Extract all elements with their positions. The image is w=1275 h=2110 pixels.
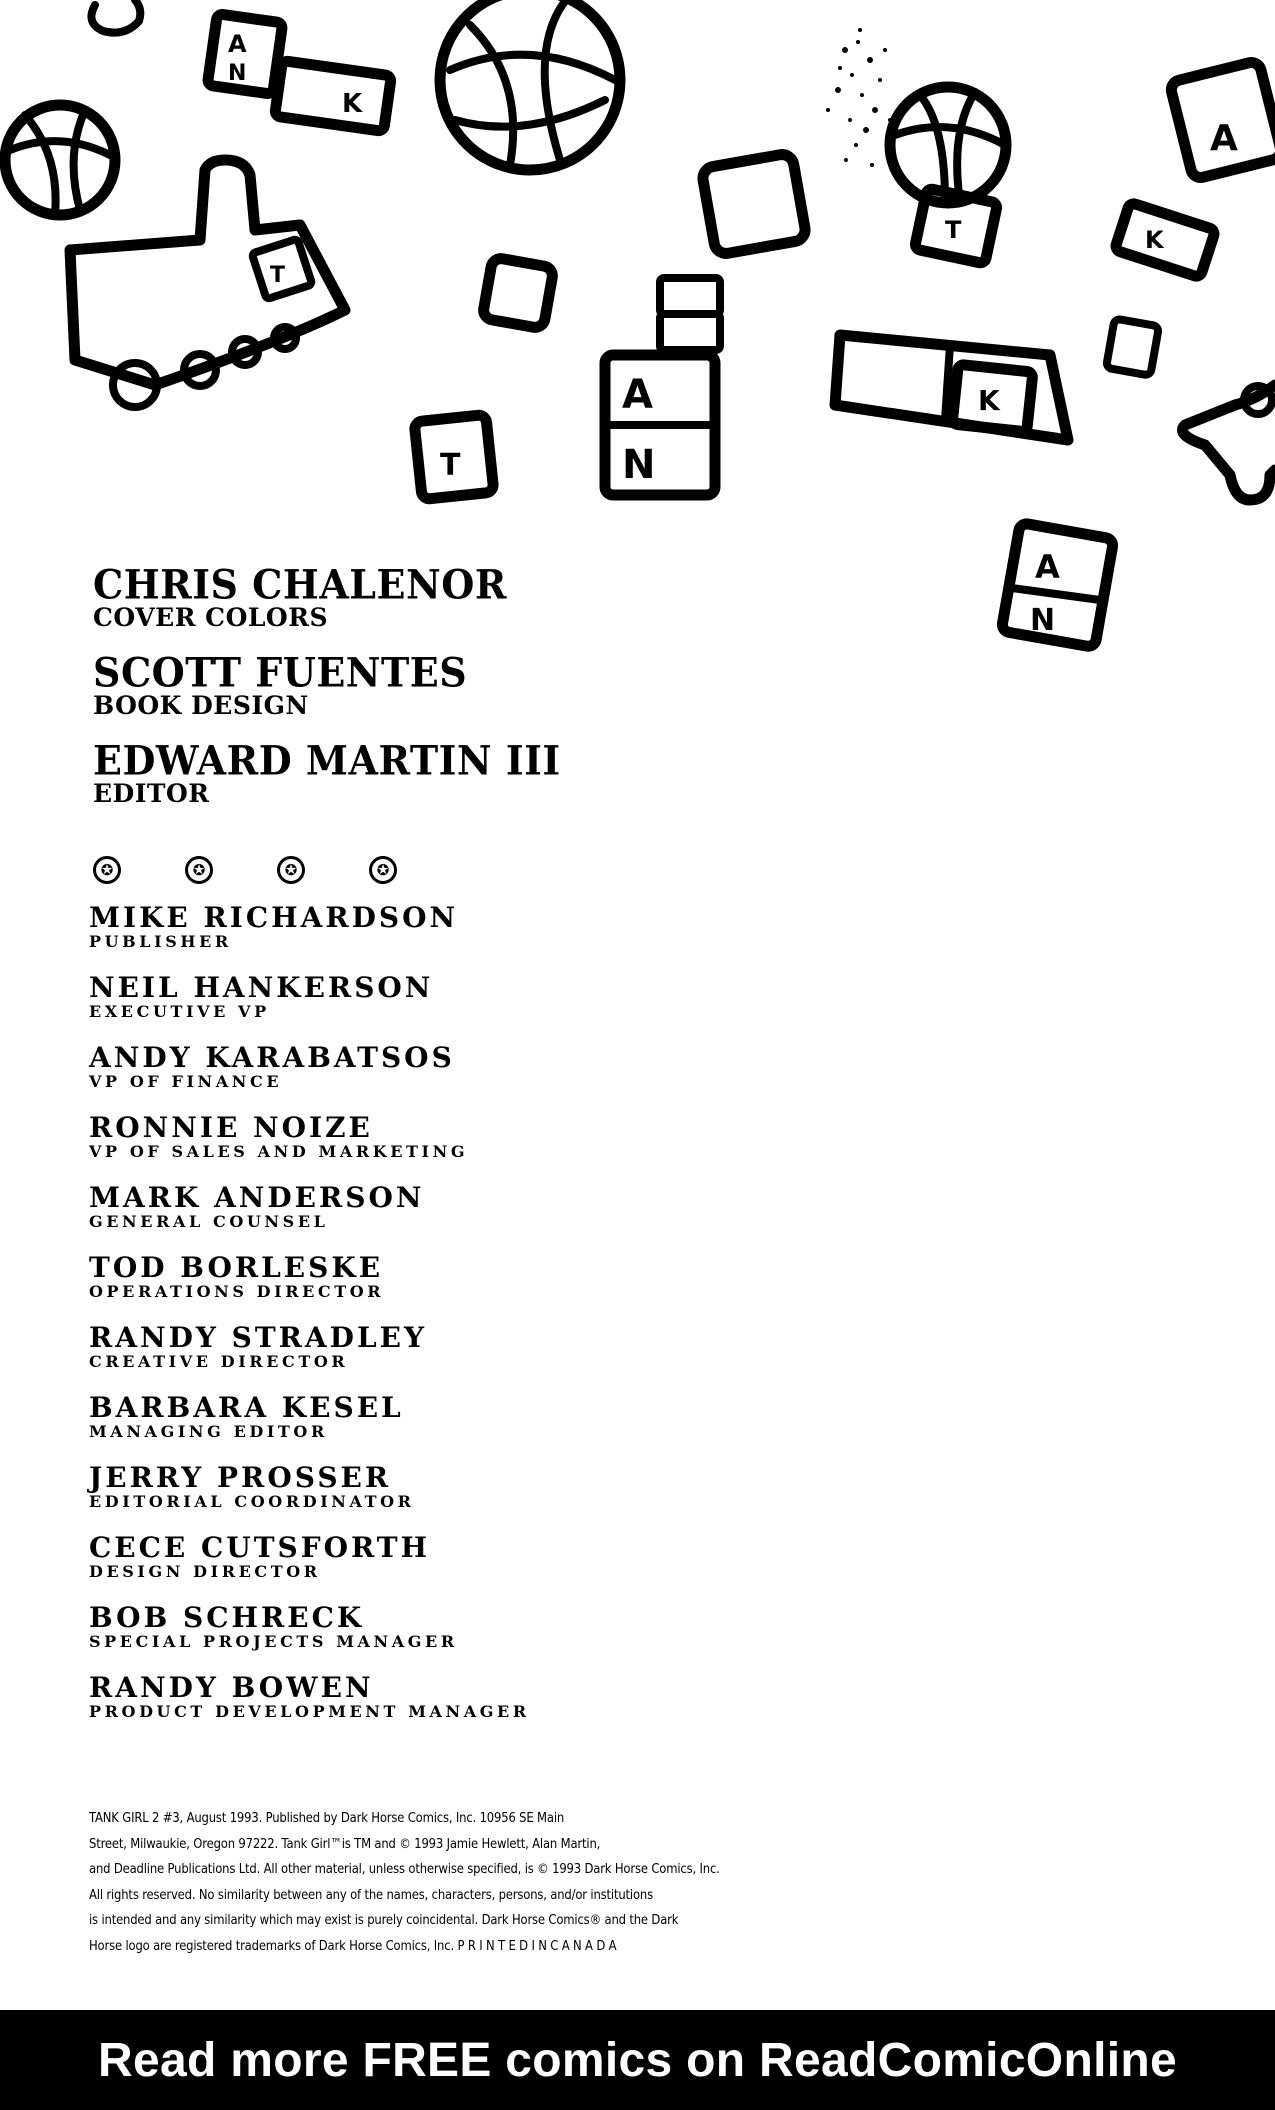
block-doodle-top-right xyxy=(1169,60,1275,179)
block-letter: K xyxy=(1145,226,1164,254)
credit-role: EDITOR xyxy=(93,779,210,808)
block-stack-doodle xyxy=(605,278,720,495)
staff-entry xyxy=(89,1113,889,1183)
legal-line: All rights reserved. No similarity between any of the names, characters, persons, and/or institutions xyxy=(89,1886,653,1903)
star-icon: ✪ xyxy=(93,856,121,884)
staff-role: VP OF FINANCE xyxy=(89,1072,283,1091)
ball-doodle-left xyxy=(5,105,115,215)
block-letter: N xyxy=(1030,603,1056,638)
staff-name: RANDY BOWEN xyxy=(89,1671,374,1704)
staff-name: TOD BORLESKE xyxy=(89,1251,384,1284)
staff-entry xyxy=(89,1603,889,1673)
block-chain-doodle-right xyxy=(835,335,1068,440)
credit-entry xyxy=(93,736,793,808)
staff-role: GENERAL COUNSEL xyxy=(89,1212,329,1231)
smudge-doodle xyxy=(826,28,892,167)
ball-doodle-large xyxy=(440,0,620,170)
star-icon: ✪ xyxy=(369,856,397,884)
train-doodle xyxy=(70,160,345,407)
block-letter: A xyxy=(622,372,653,418)
staff-name: MIKE RICHARDSON xyxy=(89,901,459,934)
block-letter: A xyxy=(1210,118,1238,159)
staff-entry xyxy=(89,1183,889,1253)
block-chain-doodle-top xyxy=(207,14,391,132)
block-letter: K xyxy=(342,89,363,119)
block-doodle-tiny xyxy=(1106,319,1159,376)
staff-entry xyxy=(89,1323,889,1393)
legal-line: Street, Milwaukie, Oregon 97222. Tank Girl™is TM and © 1993 Jamie Hewlett, Alan Martin, xyxy=(89,1835,601,1852)
credits-top xyxy=(93,560,793,828)
staff-role: DESIGN DIRECTOR xyxy=(89,1562,321,1581)
staff-role: PRODUCT DEVELOPMENT MANAGER xyxy=(89,1702,530,1721)
credit-name: EDWARD MARTIN III xyxy=(93,736,561,785)
credit-entry xyxy=(93,648,793,720)
staff-name: RANDY STRADLEY xyxy=(89,1321,427,1354)
legal-line: and Deadline Publications Ltd. All other material, unless otherwise specified, is © 1993 Dark Horse Comics, Inc. xyxy=(89,1861,720,1878)
block-pair-doodle xyxy=(1114,202,1215,277)
staff-name: BOB SCHRECK xyxy=(89,1601,365,1634)
block-doodle-small xyxy=(482,257,554,329)
staff-entry xyxy=(89,1673,889,1743)
staff-name: NEIL HANKERSON xyxy=(89,971,434,1004)
staff-role: MANAGING EDITOR xyxy=(89,1422,328,1441)
staff-role: PUBLISHER xyxy=(89,932,232,951)
staff-role: VP OF SALES AND MARKETING xyxy=(89,1142,469,1161)
staff-role: SPECIAL PROJECTS MANAGER xyxy=(89,1632,458,1651)
staff-name: CECE CUTSFORTH xyxy=(89,1531,431,1564)
credit-role: BOOK DESIGN xyxy=(93,691,309,720)
staff-role: CREATIVE DIRECTOR xyxy=(89,1352,349,1371)
block-doodle xyxy=(701,153,807,256)
block-doodle-t xyxy=(414,414,494,499)
promo-banner-text[interactable]: Read more FREE comics on ReadComicOnline xyxy=(98,2033,1177,2087)
staff-entry xyxy=(89,1253,889,1323)
small-loop-doodle xyxy=(91,0,140,33)
staff-name: BARBARA KESEL xyxy=(89,1391,404,1424)
staff-role: EXECUTIVE VP xyxy=(89,1002,270,1021)
staff-name: MARK ANDERSON xyxy=(89,1181,425,1214)
block-letter: A xyxy=(228,30,247,58)
train-fragment-doodle xyxy=(1183,385,1275,500)
staff-name: JERRY PROSSER xyxy=(89,1461,392,1494)
legal-notice xyxy=(89,1806,720,1960)
block-letter: T xyxy=(945,216,962,244)
staff-name: RONNIE NOIZE xyxy=(89,1111,373,1144)
credit-entry xyxy=(93,560,793,632)
credit-role: COVER COLORS xyxy=(93,603,329,632)
legal-line: TANK GIRL 2 #3, August 1993. Published by Dark Horse Comics, Inc. 10956 SE Main xyxy=(89,1810,565,1826)
block-letter: N xyxy=(228,61,247,86)
promo-banner[interactable] xyxy=(0,2010,1275,2110)
star-separator xyxy=(93,856,397,884)
block-letter: T xyxy=(440,448,461,483)
block-letter: N xyxy=(622,442,656,488)
star-icon: ✪ xyxy=(185,856,213,884)
staff-name: ANDY KARABATSOS xyxy=(89,1041,455,1074)
legal-line: is intended and any similarity which may exist is purely coincidental. Dark Horse Comics® and the Dark xyxy=(89,1912,679,1929)
block-letter: T xyxy=(270,263,286,288)
staff-role: EDITORIAL COORDINATOR xyxy=(89,1492,415,1511)
staff-entry xyxy=(89,1393,889,1463)
credit-name: CHRIS CHALENOR xyxy=(93,560,507,609)
legal-line: Horse logo are registered trademarks of Dark Horse Comics, Inc. P R I N T E D I N C A N A D A xyxy=(89,1937,617,1954)
block-stack-doodle-right xyxy=(1001,523,1114,648)
staff-entry xyxy=(89,903,889,973)
staff-entry xyxy=(89,1533,889,1603)
staff-entry xyxy=(89,1463,889,1533)
ball-doodle-right xyxy=(890,87,1006,264)
block-letter: A xyxy=(1035,548,1060,586)
staff-list xyxy=(89,903,889,1743)
staff-entry xyxy=(89,973,889,1043)
credit-name: SCOTT FUENTES xyxy=(93,648,468,697)
star-icon: ✪ xyxy=(277,856,305,884)
block-letter: K xyxy=(978,384,1000,417)
staff-entry xyxy=(89,1043,889,1113)
staff-role: OPERATIONS DIRECTOR xyxy=(89,1282,385,1301)
